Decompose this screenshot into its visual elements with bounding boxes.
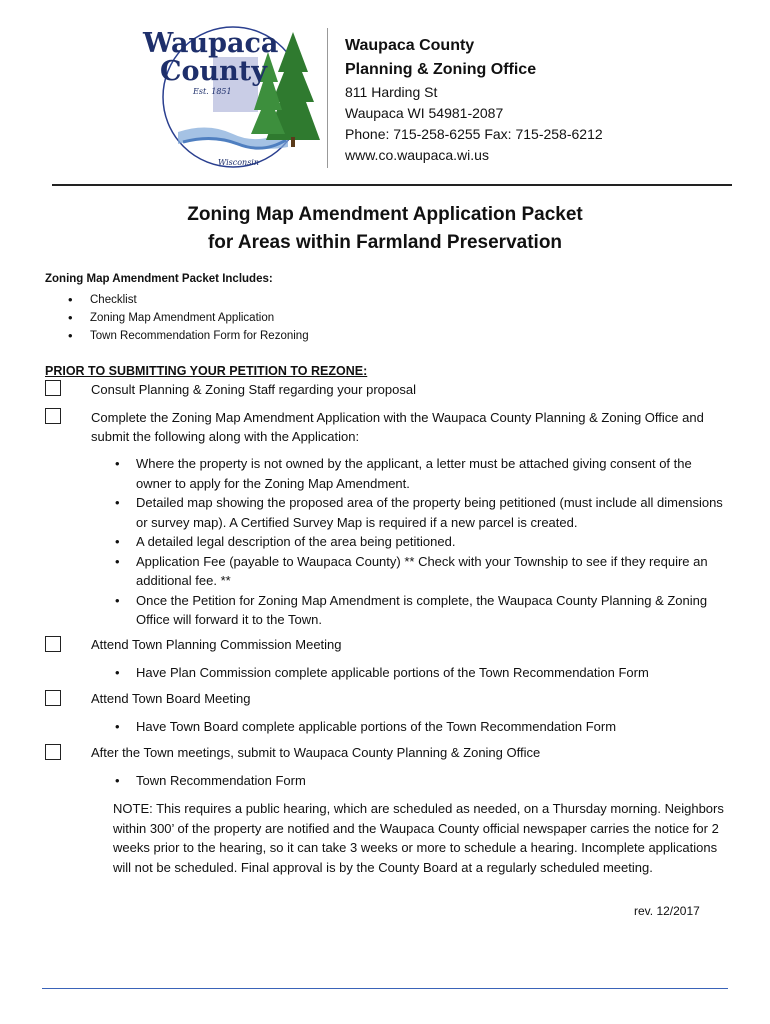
revision-date: rev. 12/2017 <box>634 904 700 918</box>
header-divider <box>327 28 328 168</box>
document-title <box>0 201 770 257</box>
logo-text-est: Est. 1851 <box>193 87 232 96</box>
footer-rule <box>42 988 728 989</box>
step-2-bullets <box>115 454 725 630</box>
step-1-text: Consult Planning & Zoning Staff regarding your proposal <box>91 382 416 397</box>
step-3-text: Attend Town Planning Commission Meeting <box>91 637 342 652</box>
list-item: • Once the Petition for Zoning Map Amendment is complete, the Waupaca County Planning & Zoning Office will forward it to the Town. <box>115 591 725 630</box>
office-phone: Phone: 715-258-6255 Fax: 715-258-6212 <box>345 126 603 142</box>
office-info <box>345 34 603 166</box>
office-name-line2: Planning & Zoning Office <box>345 61 537 78</box>
checkbox-step-1[interactable] <box>45 380 61 396</box>
includes-list <box>68 291 309 345</box>
list-item: • Where the property is not owned by the applicant, a letter must be attached giving consent of the owner to apply for the Zoning Map Amendment. <box>115 454 725 493</box>
checkbox-step-5[interactable] <box>45 744 61 760</box>
office-name-line1: Waupaca County <box>345 37 475 54</box>
list-item: • Town Recommendation Form for Rezoning <box>68 327 309 345</box>
list-item: • Zoning Map Amendment Application <box>68 309 309 327</box>
step-3-bullets <box>115 663 725 683</box>
list-item: • Have Town Board complete applicable portions of the Town Recommendation Form <box>115 717 725 737</box>
step-4-bullets <box>115 717 725 737</box>
list-item: • Detailed map showing the proposed area of the property being petitioned (must include all dimensions or survey map). A Certified Survey Map is required if a new parcel is created. <box>115 493 725 532</box>
list-item: • Application Fee (payable to Waupaca County) ** Check with your Township to see if they require an additional fee. ** <box>115 552 725 591</box>
checkbox-step-2[interactable] <box>45 408 61 424</box>
includes-heading: Zoning Map Amendment Packet Includes: <box>45 273 273 285</box>
list-item: • Have Plan Commission complete applicable portions of the Town Recommendation Form <box>115 663 725 683</box>
title-line2: for Areas within Farmland Preservation <box>207 232 563 253</box>
office-address2: Waupaca WI 54981-2087 <box>345 105 504 121</box>
checkbox-step-4[interactable] <box>45 690 61 706</box>
step-5-text: After the Town meetings, submit to Waupaca County Planning & Zoning Office <box>91 745 541 760</box>
hearing-note: NOTE: This requires a public hearing, which are scheduled as needed, on a Thursday morning. Neighbors within 300’ of the property are notified and the Waupaca County official newspaper carries the notice for 2 weeks prior to the hearing, so it can take 3 weeks or more to schedule a hearing. Incomplete applications will not be scheduled. Final approval is by the County Board at a regularly scheduled meeting. <box>113 801 724 875</box>
logo-text-state: Wisconsin <box>218 158 260 167</box>
prior-heading: PRIOR TO SUBMITTING YOUR PETITION TO REZONE: <box>45 364 368 378</box>
step-5-bullets <box>115 771 725 791</box>
list-item: • A detailed legal description of the area being petitioned. <box>115 532 725 552</box>
list-item: • Town Recommendation Form <box>115 771 725 791</box>
logo-text-county: County <box>160 56 267 87</box>
waupaca-county-logo <box>138 22 328 172</box>
header-rule <box>52 184 732 186</box>
list-item: • Checklist <box>68 291 309 309</box>
checkbox-step-3[interactable] <box>45 636 61 652</box>
step-2-text: Complete the Zoning Map Amendment Application with the Waupaca County Planning & Zoning Office and submit the following along with the Application: <box>91 410 704 444</box>
logo-text-waupaca: Waupaca <box>143 28 279 59</box>
title-line1: Zoning Map Amendment Application Packet <box>187 204 583 225</box>
office-address1: 811 Harding St <box>345 84 438 100</box>
step-4-text: Attend Town Board Meeting <box>91 691 251 706</box>
office-website: www.co.waupaca.wi.us <box>345 147 489 163</box>
